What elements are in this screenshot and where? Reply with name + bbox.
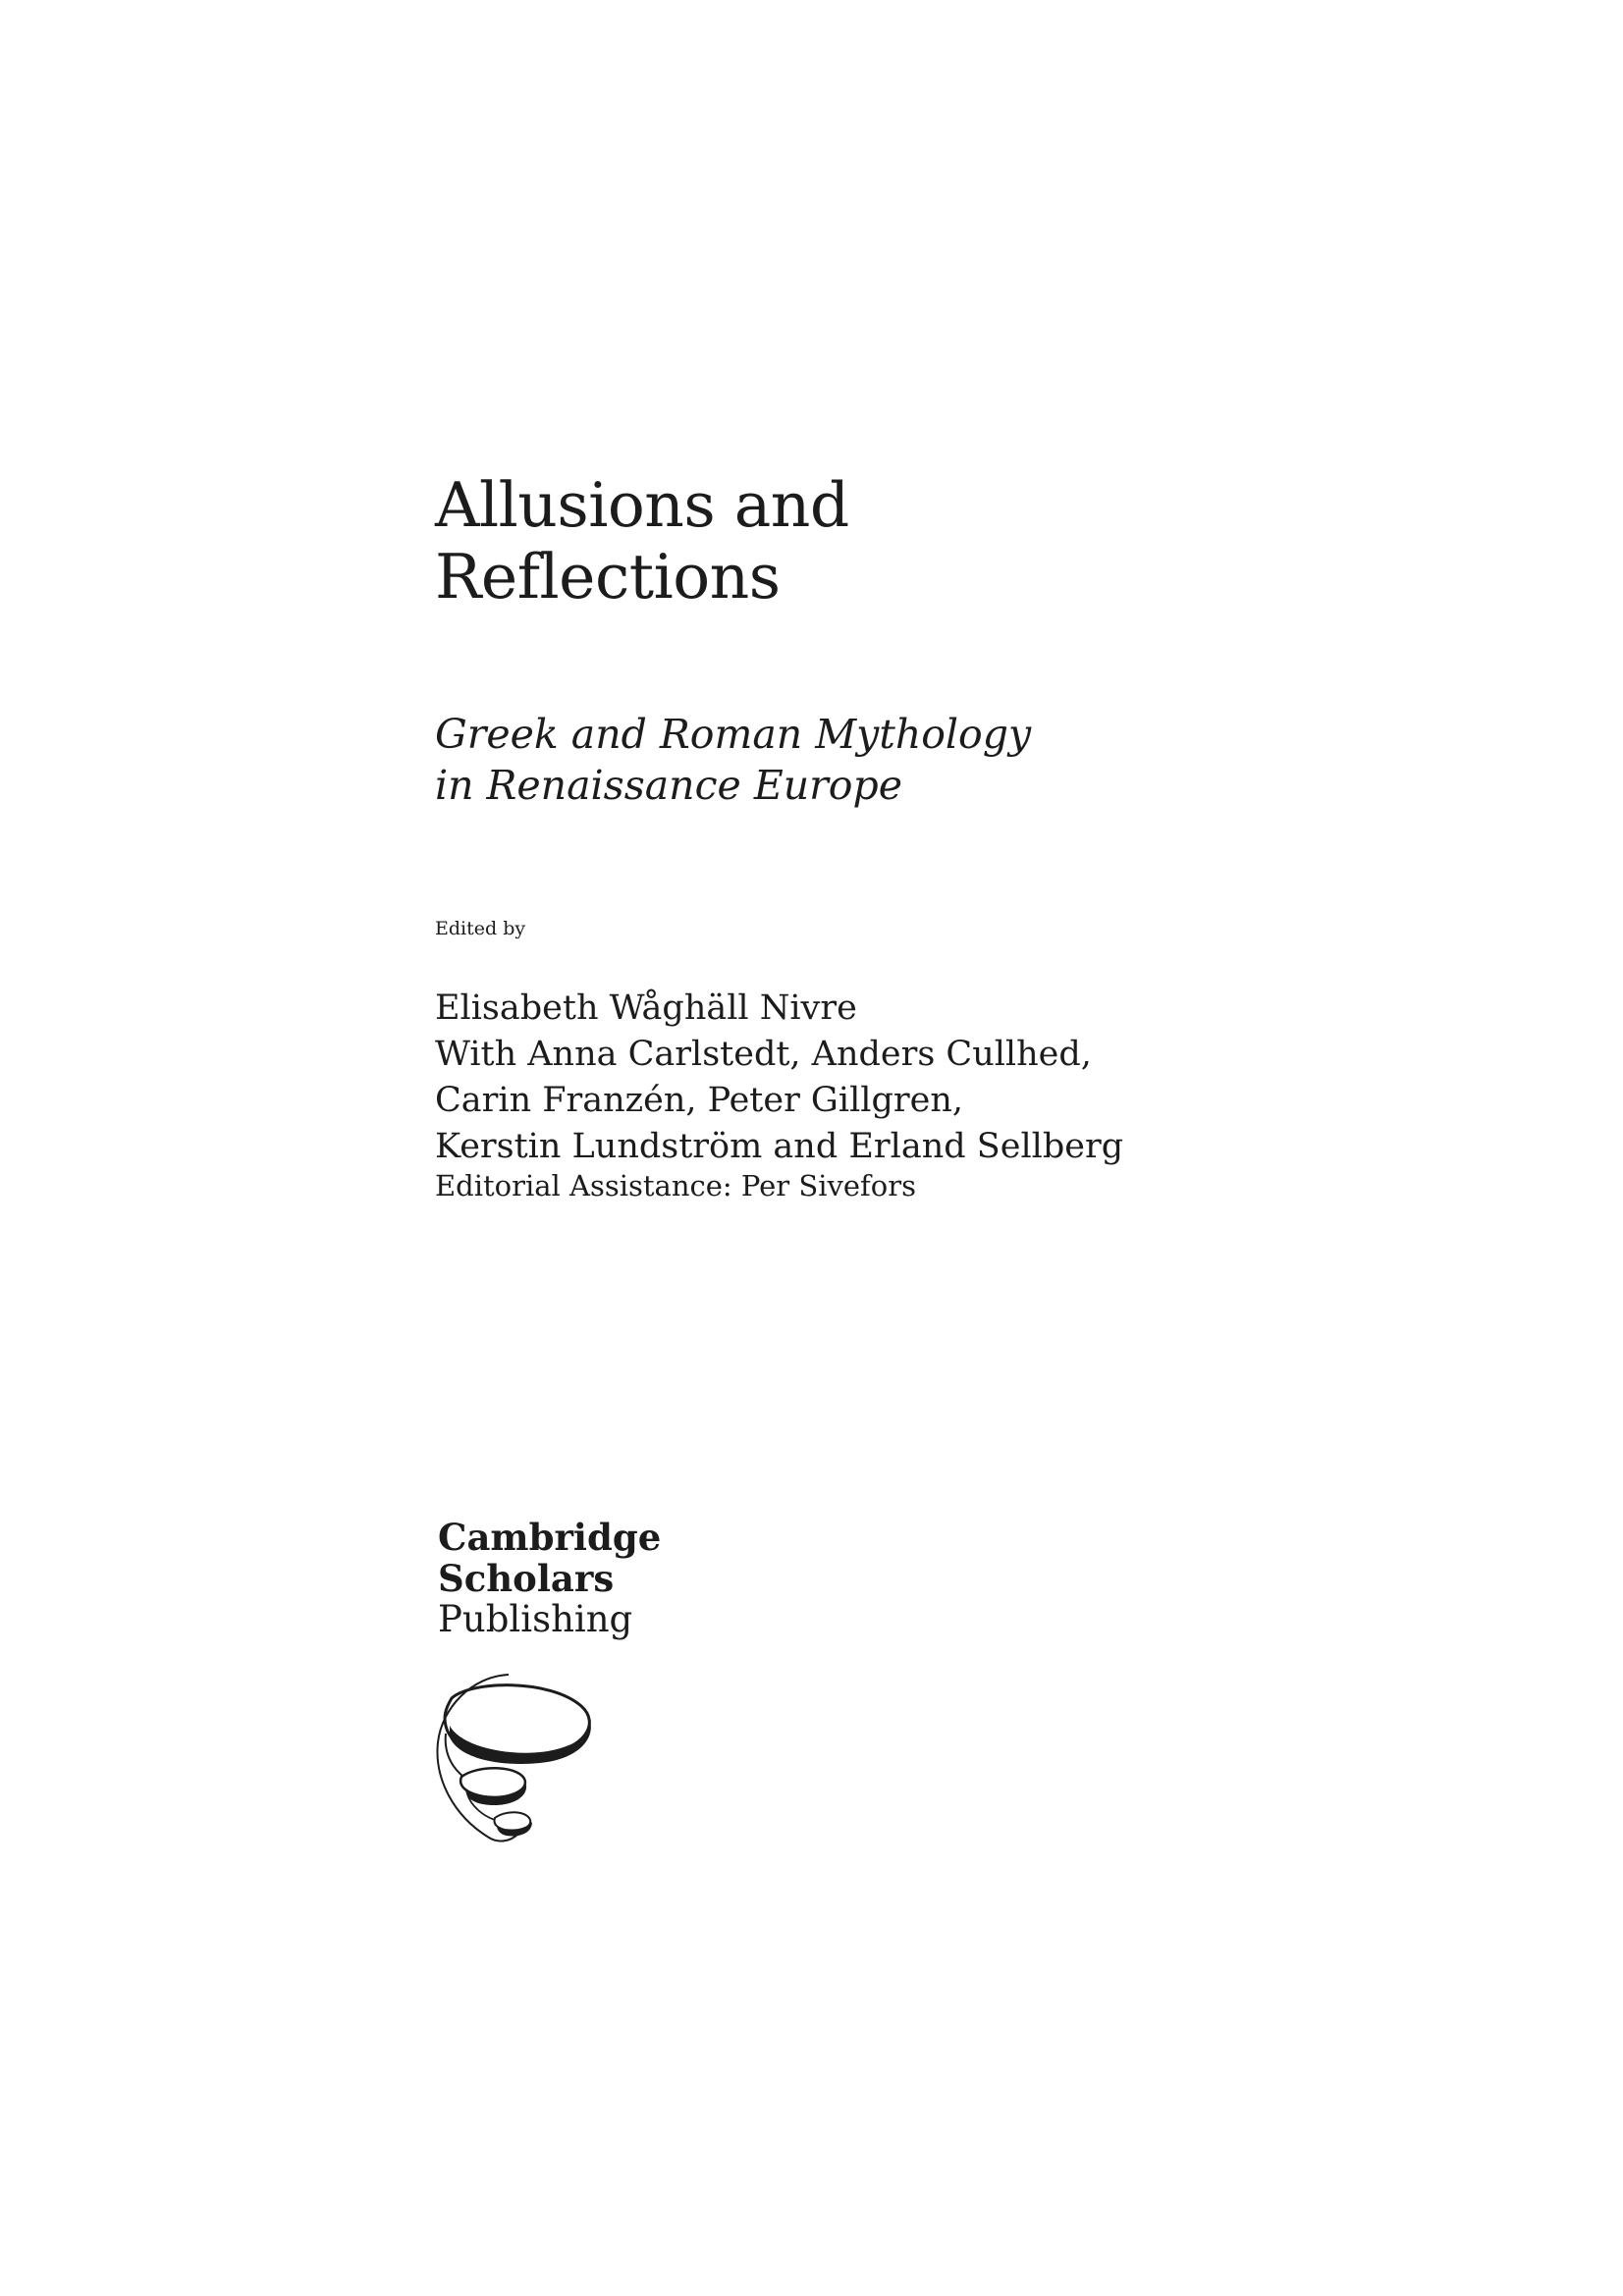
book-subtitle-line-2: in Renaissance Europe [435,762,902,809]
editorial-assistance: Editorial Assistance: Per Sivefors [435,1169,916,1202]
editor-line-1: Elisabeth Wåghäll Nivre [435,988,857,1028]
book-title-line-2: Reflections [435,541,781,613]
editors-list [435,986,1123,1170]
publisher-line-2: Scholars [438,1557,615,1600]
editor-line-3: Carin Franzén, Peter Gillgren, [435,1081,963,1120]
book-subtitle [435,709,1031,811]
ribbon-swirl-logo-icon [432,1669,599,1845]
edited-by-label: Edited by [435,918,526,939]
book-title [435,469,849,613]
book-subtitle-line-1: Greek and Roman Mythology [435,711,1032,758]
book-title-line-1: Allusions and [435,469,849,541]
publisher-line-3: Publishing [438,1598,633,1640]
editor-line-4: Kerstin Lundström and Erland Sellberg [435,1127,1124,1166]
publisher-name [438,1517,661,1640]
publisher-line-1: Cambridge [438,1516,662,1559]
editor-line-2: With Anna Carlstedt, Anders Cullhed, [435,1035,1092,1074]
